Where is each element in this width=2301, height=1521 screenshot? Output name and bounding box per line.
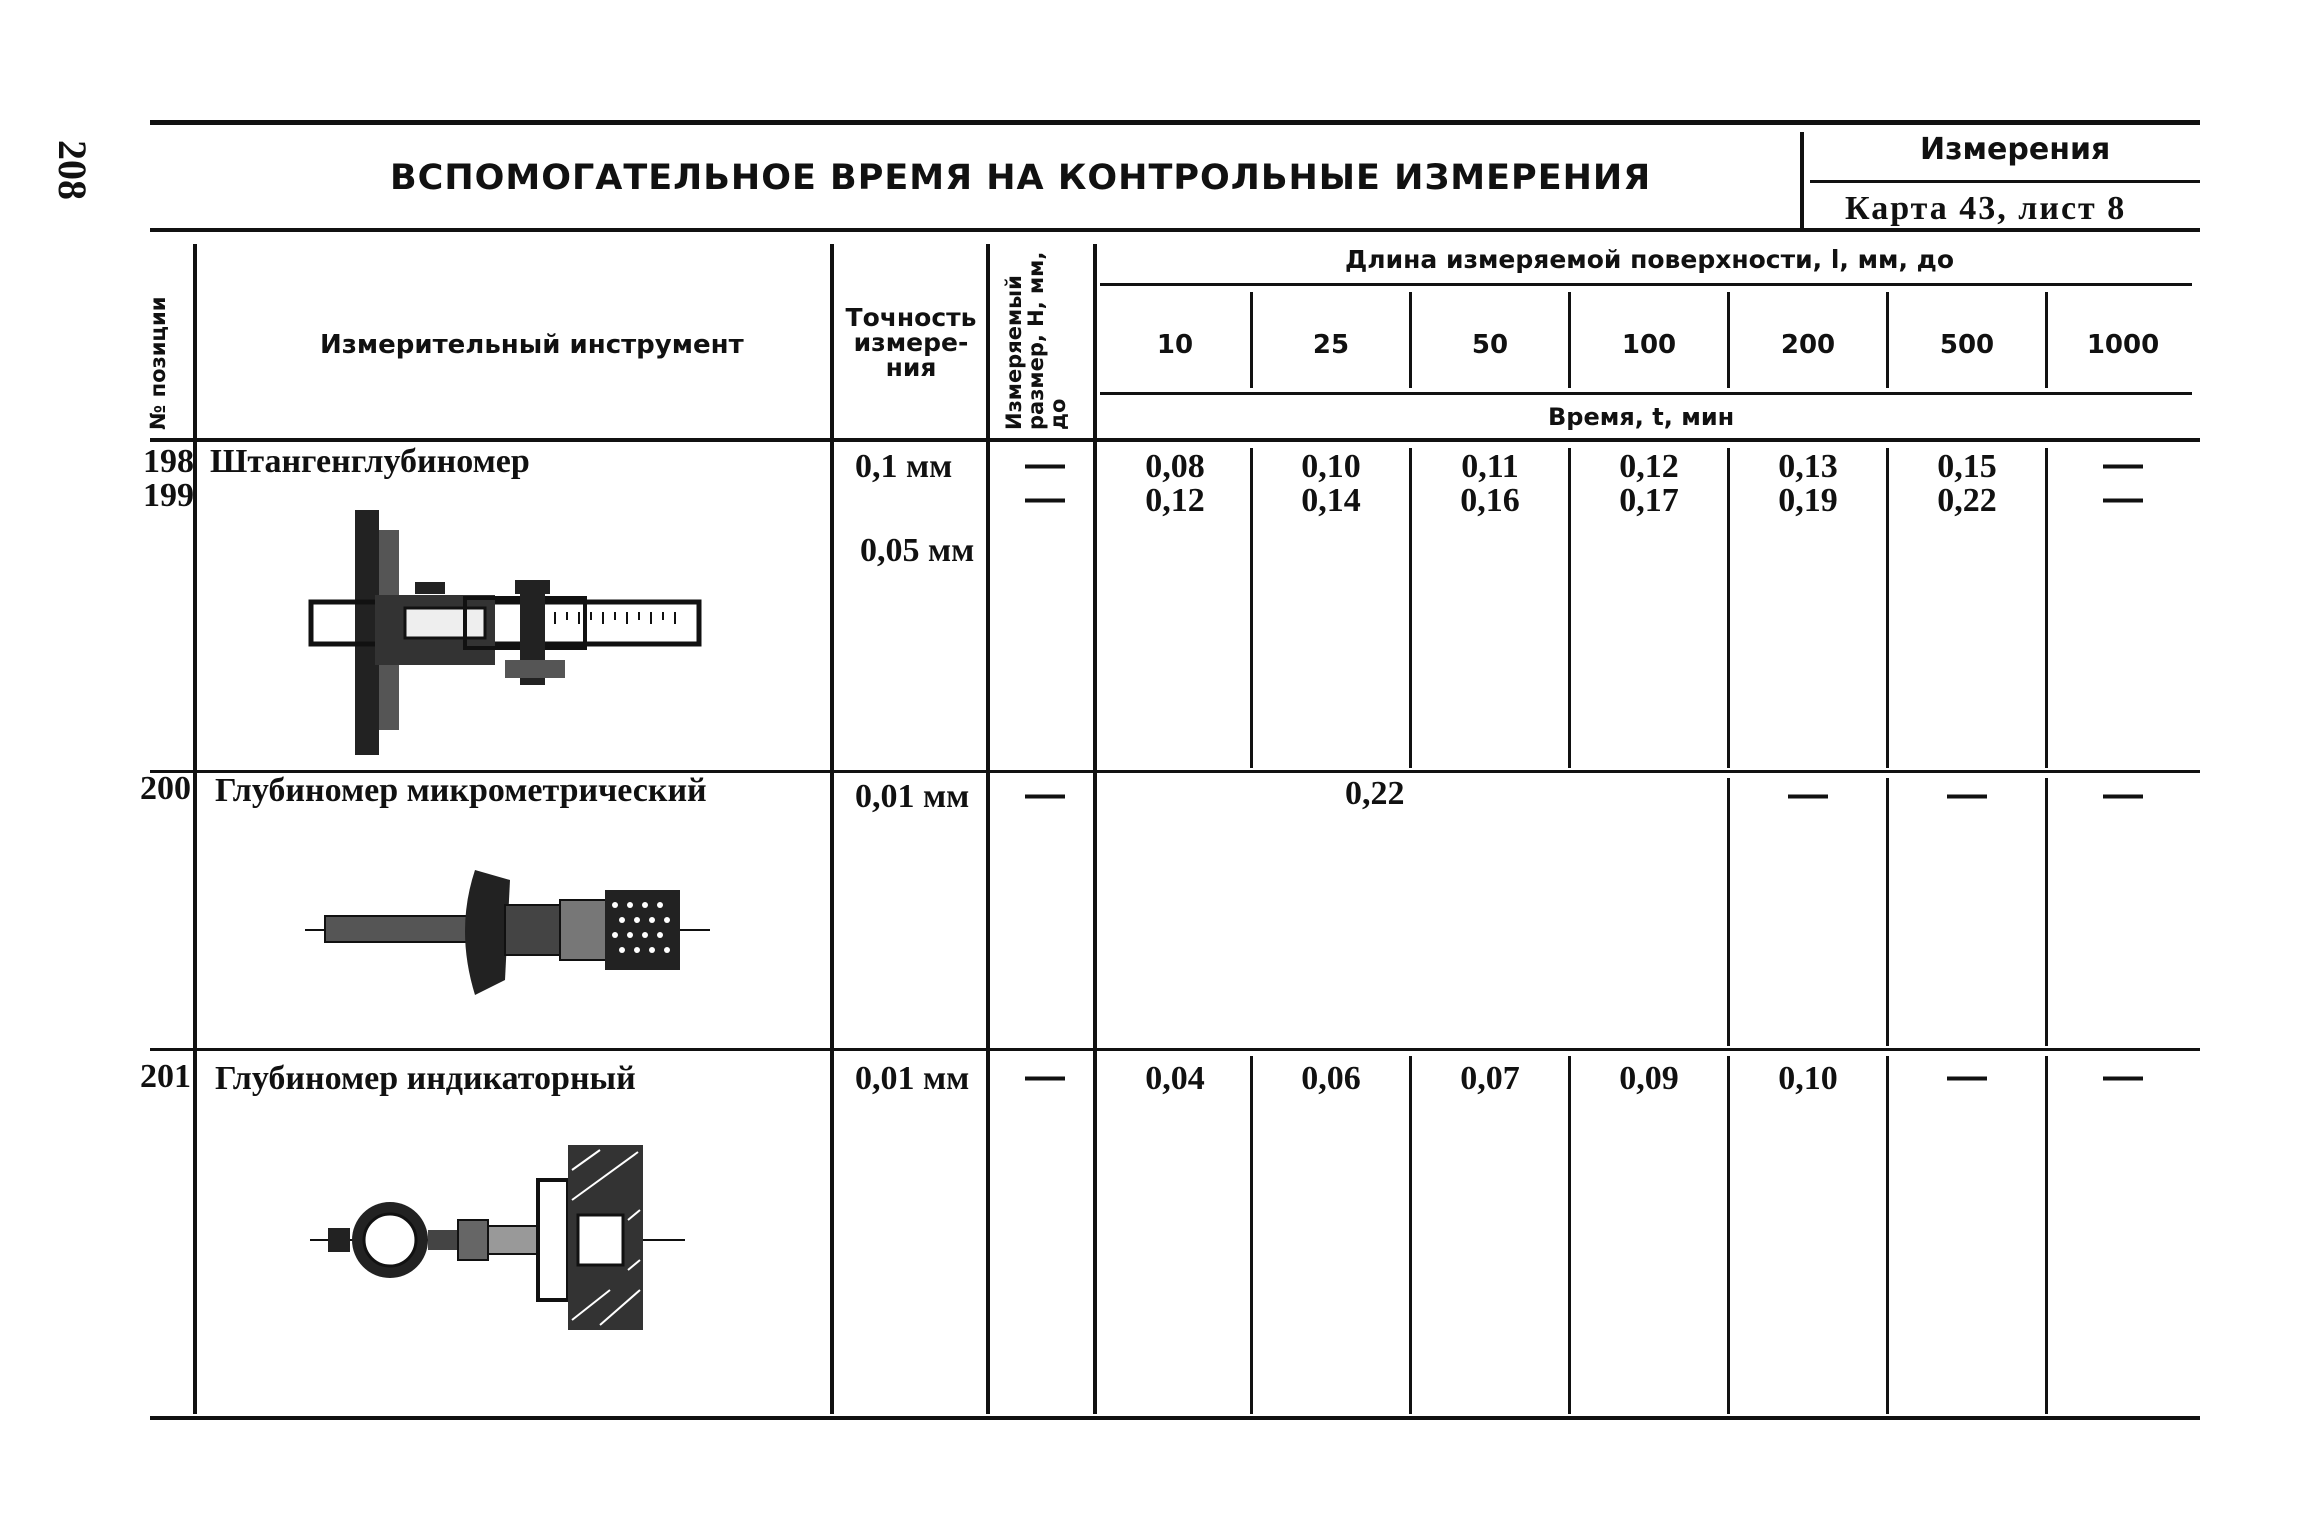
section-label: Измерения <box>1920 132 2111 167</box>
v200-200: — <box>1788 772 1828 816</box>
body-sep-4b <box>1727 778 1730 1046</box>
accuracy-200: 0,01 мм <box>855 778 970 815</box>
pos-header: № позиции <box>146 296 170 430</box>
body-sep-1c <box>1250 1056 1253 1414</box>
len-10: 10 <box>1156 330 1194 360</box>
v201-25: 0,06 <box>1301 1060 1361 1097</box>
pos-200: 200 <box>140 770 191 807</box>
dial-depth-gauge-icon <box>310 1140 690 1340</box>
pos-199: 199 <box>143 477 194 514</box>
body-sep-4c <box>1727 1056 1730 1414</box>
v200-500: — <box>1947 772 1987 816</box>
len-1000: 1000 <box>2086 330 2160 360</box>
v199-50: 0,16 <box>1460 482 1520 519</box>
body-sep-5b <box>1886 778 1889 1046</box>
pos-198: 198 <box>143 443 194 480</box>
len-500: 500 <box>1939 330 1995 360</box>
body-sep-6b <box>2045 778 2048 1046</box>
v199-100: 0,17 <box>1619 482 1679 519</box>
v199-1000: — <box>2103 476 2143 520</box>
len-50: 50 <box>1471 330 1509 360</box>
instrument-name-3: Глубиномер индикаторный <box>215 1060 636 1097</box>
v199-25: 0,14 <box>1301 482 1361 519</box>
accuracy-header-text: Точность измере-ния <box>845 303 977 382</box>
v198-50: 0,11 <box>1461 448 1519 485</box>
v198-100: 0,12 <box>1619 448 1679 485</box>
len-200: 200 <box>1780 330 1836 360</box>
section-rule <box>1810 180 2200 183</box>
accuracy-201: 0,01 мм <box>855 1060 970 1097</box>
body-sep-2c <box>1409 1056 1412 1414</box>
len-100: 100 <box>1621 330 1677 360</box>
v198-1000: — <box>2103 442 2143 486</box>
v198-25: 0,10 <box>1301 448 1361 485</box>
size-header: Измеряемый размер, Н, мм, до <box>1002 251 1070 430</box>
col-line-instrument <box>830 244 834 1414</box>
instrument-name-1: Штангенглубиномер <box>210 443 530 480</box>
pos-201: 201 <box>140 1058 191 1095</box>
v201-500: — <box>1947 1054 1987 1098</box>
vernier-depth-gauge-icon <box>305 500 705 760</box>
size-201: — <box>1025 1054 1065 1098</box>
header-bottom-rule <box>150 438 2200 442</box>
instrument-name-2: Глубиномер микрометрический <box>215 772 707 809</box>
v199-500: 0,22 <box>1937 482 1997 519</box>
page-number: 208 <box>50 140 95 200</box>
body-sep-3c <box>1568 1056 1571 1414</box>
header-right-divider <box>1800 132 1804 232</box>
v199-200: 0,19 <box>1778 482 1838 519</box>
row-sep-2 <box>150 1048 2200 1051</box>
accuracy-header <box>838 305 984 380</box>
v201-50: 0,07 <box>1460 1060 1520 1097</box>
v198-10: 0,08 <box>1145 448 1205 485</box>
time-header-rule <box>1100 392 2192 395</box>
table-bottom-rule <box>150 1416 2200 1420</box>
col-line-size <box>1093 244 1097 1414</box>
size-200: — <box>1025 772 1065 816</box>
size-199: — <box>1025 476 1065 520</box>
body-sep-6c <box>2045 1056 2048 1414</box>
v200-1000: — <box>2103 772 2143 816</box>
v201-10: 0,04 <box>1145 1060 1205 1097</box>
col-line-accuracy <box>986 244 990 1414</box>
title-under-rule <box>150 228 2200 232</box>
length-header-rule <box>1100 283 2192 286</box>
time-header: Время, t, мин <box>1548 403 1735 431</box>
v200-merged: 0,22 <box>1345 775 1405 812</box>
v198-500: 0,15 <box>1937 448 1997 485</box>
len-25: 25 <box>1312 330 1350 360</box>
v201-200: 0,10 <box>1778 1060 1838 1097</box>
accuracy-199: 0,05 мм <box>860 532 975 569</box>
v201-1000: — <box>2103 1054 2143 1098</box>
micrometer-depth-gauge-icon <box>305 850 715 1010</box>
instrument-header: Измерительный инструмент <box>320 330 744 360</box>
top-rule <box>150 120 2200 125</box>
body-sep-5c <box>1886 1056 1889 1414</box>
v201-100: 0,09 <box>1619 1060 1679 1097</box>
length-header: Длина измеряемой поверхности, l, мм, до <box>1345 245 1955 274</box>
v199-10: 0,12 <box>1145 482 1205 519</box>
v198-200: 0,13 <box>1778 448 1838 485</box>
card-label: Карта 43, лист 8 <box>1845 190 2127 227</box>
page-title: ВСПОМОГАТЕЛЬНОЕ ВРЕМЯ НА КОНТРОЛЬНЫЕ ИЗМЕРЕНИЯ <box>390 158 1652 198</box>
size-198: — <box>1025 442 1065 486</box>
col-line-pos <box>193 244 197 1414</box>
accuracy-198: 0,1 мм <box>855 448 953 485</box>
